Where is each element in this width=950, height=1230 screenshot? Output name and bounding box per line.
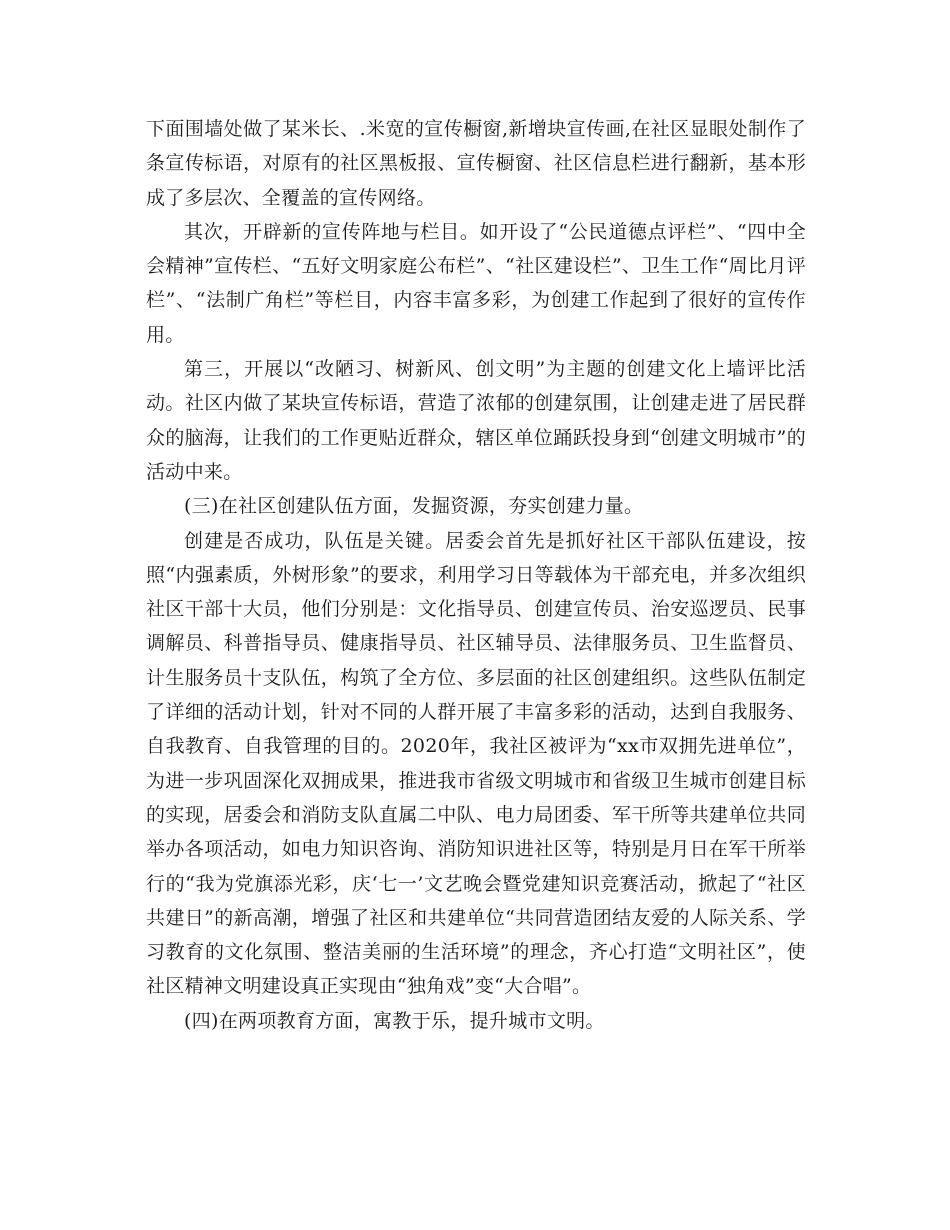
document-body: [146, 112, 806, 1038]
paragraph-3: 第三，开展以“改陋习、树新风、创文明”为主题的创建文化上墙评比活动。社区内做了某块宣传标语，营造了浓郁的创建氛围，让创建走进了居民群众的脑海，让我们的工作更贴近群众，辖区单位踊跃投身到“创建文明城市”的活动中来。: [146, 358, 806, 483]
section-heading-3: (三)在社区创建队伍方面，发掘资源，夯实创建力量。: [184, 495, 644, 518]
section-heading-4: (四)在两项教育方面，寓教于乐，提升城市文明。: [184, 1009, 605, 1032]
paragraph-2: 其次，开辟新的宣传阵地与栏目。如开设了“公民道德点评栏”、“四中全会精神”宣传栏、“五好文明家庭公布栏”、“社区建设栏”、卫生工作“周比月评栏”、“法制广角栏”等栏目，内容丰富多彩，为创建工作起到了很好的宣传作用。: [146, 220, 806, 346]
paragraph-1: 下面围墙处做了某米长、.米宽的宣传橱窗,新增块宣传画,在社区显眼处制作了条宣传标语，对原有的社区黑板报、宣传橱窗、社区信息栏进行翻新，基本形成了多层次、全覆盖的宣传网络。: [146, 118, 806, 209]
paragraph-5: 创建是否成功，队伍是关键。居委会首先是抓好社区干部队伍建设，按照“内强素质，外树形象”的要求，利用学习日等载体为干部充电，并多次组织社区干部十大员，他们分别是：文化指导员、创建宣传员、治安巡逻员、民事调解员、科普指导员、健康指导员、社区辅导员、法律服务员、卫生监督员、计生服务员十支队伍，构筑了全方位、多层面的社区创建组织。这些队伍制定了详细的活动计划，针对不同的人群开展了丰富多彩的活动，达到自我服务、自我教育、自我管理的目的。2020年，我社区被评为“xx市双拥先进单位”，为进一步巩固深化双拥成果，推进我市省级文明城市和省级卫生城市创建目标的实现，居委会和消防支队直属二中队、电力局团委、军干所等共建单位共同举办各项活动，如电力知识咨询、消防知识进社区等，特别是月日在军干所举行的“我为党旗添光彩，庆‘七一’文艺晚会暨党建知识竞赛活动，掀起了“社区共建日”的新高潮，增强了社区和共建单位“共同营造团结友爱的人际关系、学习教育的文化氛围、整洁美丽的生活环境”的理念，齐心打造“文明社区”，使社区精神文明建设真正实现由“独角戏”变“大合唱”。: [146, 529, 806, 998]
